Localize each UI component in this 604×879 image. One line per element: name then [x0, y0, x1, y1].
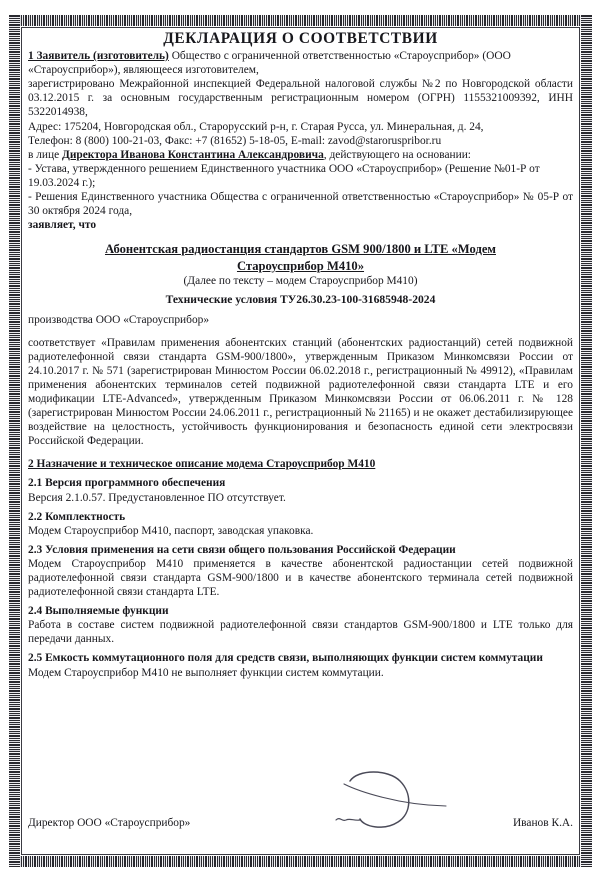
conformity-statement: соответствует «Правилам применения абонентских станций (абонентских радиостанций) сетей подвижной радиотелефонной связи стандарта GSM-900/1800», утвержденным Приказом Минкомсвязи России от 24.10.2017 г. № 571 (зарегистрирован Минюстом России 06.02.2018 г., регистрационный № 49912), «Правилам применения абонентских терминалов сетей подвижной радиотелефонной связи стандарта LTE и его модификации LTE-Advanced», утвержденным Приказом Минкомсвязи России от 06.06.2011 г. № 128 (зарегистрирован Минюстом России 24.06.2011 г., регистрационный № 21165) и не окажет дестабилизирующее воздействие на целостность, устойчивость функционирования и безопасность единой сети электросвязи Российской Федерации.: [28, 336, 573, 448]
applicant-heading-label: 1 Заявитель (изготовитель): [28, 50, 169, 63]
section-2-4-heading: 2.4 Выполняемые функции: [28, 605, 169, 618]
applicant-contacts: Телефон: 8 (800) 100-21-03, Факс: +7 (81652) 5-18-05, E-mail: zavod@staroruspribor.ru: [28, 134, 442, 147]
section-2-2-heading: 2.2 Комплектность: [28, 510, 126, 523]
section-2-5-heading: 2.5 Емкость коммутационного поля для средств связи, выполняющих функции систем коммутации: [28, 652, 543, 665]
signatory-name: Иванов К.А.: [512, 817, 573, 829]
applicant-representative: [28, 148, 573, 162]
section-2-3-body: Модем Староусприбор М410 применяется в качестве абонентской радиостанции сетей подвижной радиотелефонной связи стандарта GSM-900/1800 и в качестве абонентского терминала сетей подвижной радиотелефонной связи стандарта LTE.: [28, 557, 573, 599]
section-2-1-body: Версия 2.1.0.57. Предустановленное ПО отсутствует.: [28, 491, 286, 504]
applicant-basis-charter: - Устава, утвержденного решением Единственного участника ООО «Староусприбор» (Решение №01-Р от 19.03.2024 г.);: [28, 162, 540, 189]
document-content: [28, 30, 573, 851]
declares-label: заявляет, что: [28, 219, 97, 232]
applicant-registration: зарегистрировано Межрайонной инспекцией Федеральной налоговой службы №2 по Новгородской области 03.12.2015 г. за основным государственным регистрационным номером (ОГРН) 1155321009392, ИНН 5322014938,: [28, 78, 573, 119]
representative-suffix: , действующего на основании:: [323, 148, 471, 161]
ornamental-frame: [9, 15, 592, 867]
applicant-heading-paragraph: [28, 49, 573, 77]
section-2-4-body: Работа в составе систем подвижной радиотелефонной связи стандартов GSM-900/1800 и LTE только для передачи данных.: [28, 619, 573, 646]
page-title: ДЕКЛАРАЦИЯ О СООТВЕТСТВИИ: [163, 30, 438, 47]
product-title-line-2: Староусприбор М410»: [236, 258, 365, 273]
section-2-1-heading: 2.1 Версия программного обеспечения: [28, 477, 226, 490]
applicant-heading-rest: Общество с ограниченной ответственностью «Староусприбор» (ООО «Староусприбор»), являющееся изготовителем,: [28, 50, 511, 77]
product-specification: Технические условия ТУ26.30.23-100-31685948-2024: [165, 293, 436, 307]
product-title: [28, 241, 573, 274]
frame-border-left: [9, 15, 20, 867]
signatory-role: Директор ООО «Староусприбор»: [28, 817, 191, 829]
signature-block: [28, 753, 573, 829]
frame-border-top: [9, 15, 592, 26]
representative-prefix: в лице: [28, 148, 63, 161]
section-2-2-body: Модем Староусприбор М410, паспорт, заводская упаковка.: [28, 524, 314, 537]
section-2-heading: 2 Назначение и техническое описание модема Староусприбор М410: [28, 458, 376, 471]
section-2-3-heading: 2.3 Условия применения на сети связи общего пользования Российской Федерации: [28, 543, 456, 556]
applicant-basis-decision: - Решения Единственного участника Общества с ограниченной ответственностью «Староусприбор» № 05-Р от 30 октября 2024 года,: [28, 191, 573, 218]
product-alias: (Далее по тексту – модем Староусприбор М410): [183, 275, 418, 288]
section-2-5-body: Модем Староусприбор М410 не выполняет функции систем коммутации.: [28, 666, 384, 679]
signature-row: [28, 817, 573, 829]
product-title-line-1: Абонентская радиостанция стандартов GSM 900/1800 и LTE «Модем: [104, 242, 496, 257]
frame-border-right: [581, 15, 592, 867]
frame-border-bottom: [9, 856, 592, 867]
representative-name: Директора Иванова Константина Александровича: [62, 148, 324, 161]
applicant-address: Адрес: 175204, Новгородская обл., Старорусский р-н, г. Старая Русса, ул. Минеральная, д. 24,: [28, 120, 484, 133]
product-manufacturer: производства ООО «Староусприбор»: [28, 313, 210, 326]
